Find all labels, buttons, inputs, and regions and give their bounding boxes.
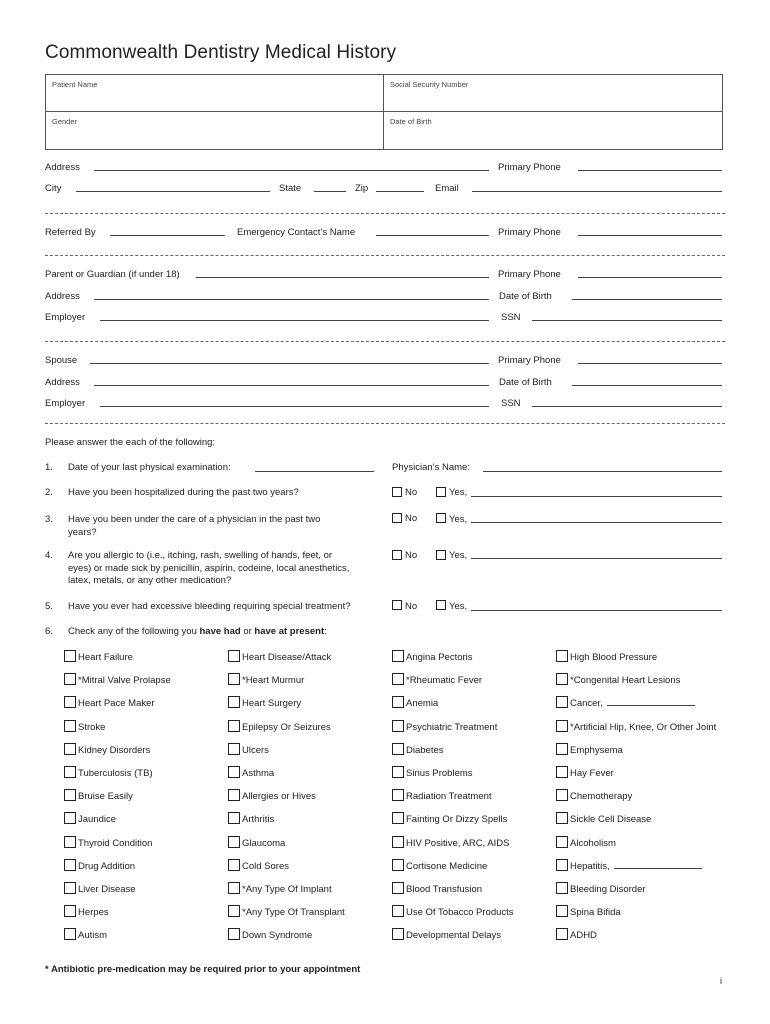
guardian-phone-label: Primary Phone (498, 269, 561, 280)
state-input[interactable] (314, 191, 346, 192)
condition-checkbox[interactable] (392, 696, 404, 708)
condition-label: Sickle Cell Disease (570, 814, 652, 826)
condition-item[interactable] (556, 766, 614, 779)
condition-item[interactable] (392, 673, 482, 686)
spouse-employer-label: Employer (45, 398, 86, 409)
condition-item[interactable] (392, 836, 509, 849)
gender-label: Gender (52, 117, 78, 126)
condition-label: Hepatitis, (570, 860, 610, 872)
condition-label: Diabetes (406, 744, 444, 756)
condition-item[interactable] (64, 743, 150, 756)
patient-name-field[interactable] (46, 75, 384, 112)
condition-item[interactable] (556, 905, 621, 918)
condition-label: Cortisone Medicine (406, 860, 488, 872)
q2-no-label: No (405, 487, 418, 498)
condition-label: Allergies or Hives (242, 791, 316, 803)
condition-checkbox[interactable] (228, 859, 240, 871)
condition-checkbox[interactable] (228, 928, 240, 940)
q4-text-line: Are you allergic to (i.e., itching, rash, swelling of hands, feet, or (68, 550, 333, 561)
q2-yes-input[interactable] (471, 496, 722, 497)
q4-yes-checkbox[interactable] (436, 550, 446, 560)
condition-checkbox[interactable] (64, 766, 76, 778)
guardian-employer-input[interactable] (100, 320, 489, 321)
condition-label: Bruise Easily (78, 791, 133, 803)
condition-checkbox[interactable] (556, 673, 568, 685)
divider (45, 255, 725, 256)
condition-checkbox[interactable] (392, 650, 404, 662)
q6-have-at-present: have at present (254, 626, 325, 637)
condition-checkbox[interactable] (228, 673, 240, 685)
q3-yes-input[interactable] (471, 522, 722, 523)
condition-item[interactable] (228, 696, 301, 709)
q2-yes-label: Yes, (449, 487, 468, 498)
condition-label: Arthritis (242, 814, 275, 826)
condition-checkbox[interactable] (392, 766, 404, 778)
condition-checkbox[interactable] (556, 905, 568, 917)
spouse-dob-input[interactable] (572, 385, 722, 386)
condition-item[interactable] (64, 696, 155, 709)
condition-label: Cancer, (570, 698, 603, 710)
condition-label: *Artificial Hip, Knee, Or Other Joint (570, 721, 717, 733)
condition-item[interactable] (392, 882, 482, 895)
gender-field[interactable] (46, 112, 384, 149)
primary-phone-label: Primary Phone (498, 162, 561, 173)
condition-checkbox[interactable] (228, 766, 240, 778)
spouse-dob-label: Date of Birth (499, 377, 552, 388)
condition-label: Developmental Delays (406, 930, 502, 942)
condition-checkbox[interactable] (556, 650, 568, 662)
guardian-employer-label: Employer (45, 312, 86, 323)
condition-item[interactable] (392, 859, 487, 872)
condition-label: Glaucoma (242, 837, 286, 849)
condition-item[interactable] (228, 905, 345, 918)
q6-number: 6. (45, 626, 53, 637)
condition-label: Stroke (78, 721, 106, 733)
condition-label: *Rheumatic Fever (406, 675, 483, 687)
condition-checkbox[interactable] (556, 766, 568, 778)
condition-item[interactable] (228, 928, 312, 941)
condition-item[interactable] (64, 650, 133, 663)
condition-checkbox[interactable] (556, 789, 568, 801)
condition-label: Bleeding Disorder (570, 884, 646, 895)
q4-text-line: latex, metals, or any other medication? (68, 575, 232, 586)
condition-label: Radiation Treatment (406, 791, 492, 803)
q5-no-label: No (405, 601, 418, 612)
q6-text (68, 626, 327, 639)
condition-item[interactable] (392, 720, 497, 733)
emergency-phone-input[interactable] (578, 235, 722, 236)
condition-checkbox[interactable] (228, 905, 240, 917)
condition-item[interactable] (228, 650, 331, 663)
q3-text (68, 514, 320, 539)
guardian-ssn-label: SSN (501, 312, 521, 323)
condition-checkbox[interactable] (556, 812, 568, 824)
divider (45, 341, 725, 342)
condition-checkbox[interactable] (64, 812, 76, 824)
condition-checkbox[interactable] (556, 720, 568, 732)
q6-text-part: : (324, 626, 327, 637)
condition-checkbox[interactable] (228, 836, 240, 848)
condition-item[interactable] (556, 859, 702, 872)
condition-item[interactable] (228, 766, 274, 779)
spouse-label: Spouse (45, 355, 78, 366)
spouse-phone-label: Primary Phone (498, 355, 561, 366)
condition-item[interactable] (228, 859, 289, 872)
q3-no-checkbox[interactable] (392, 513, 402, 523)
condition-item[interactable] (228, 720, 331, 733)
q1-date-input[interactable] (255, 471, 374, 472)
condition-label: *Any Type Of Implant (242, 884, 332, 895)
condition-checkbox[interactable] (392, 882, 404, 894)
condition-label: Thyroid Condition (78, 837, 153, 849)
condition-item[interactable] (392, 743, 444, 756)
q6-text-part: or (240, 626, 255, 637)
condition-label: *Mitral Valve Prolapse (78, 675, 171, 687)
condition-checkbox[interactable] (228, 812, 240, 824)
questions-intro: Please answer the each of the following: (45, 437, 216, 448)
q5-number: 5. (45, 601, 53, 612)
condition-checkbox[interactable] (392, 789, 404, 801)
condition-label: *Any Type Of Transplant (242, 907, 345, 919)
condition-item[interactable] (556, 650, 657, 663)
condition-checkbox[interactable] (228, 743, 240, 755)
email-input[interactable] (472, 191, 722, 192)
patient-info-table (45, 74, 723, 150)
condition-item[interactable] (392, 812, 507, 825)
q1-text: Date of your last physical examination: (68, 462, 231, 473)
condition-checkbox[interactable] (228, 882, 240, 894)
email-label: Email (435, 183, 459, 194)
condition-item[interactable] (64, 789, 133, 802)
patient-name-label: Patient Name (52, 80, 98, 89)
condition-item[interactable] (64, 720, 105, 733)
condition-item[interactable] (64, 882, 136, 895)
condition-checkbox[interactable] (64, 743, 76, 755)
q5-no-checkbox[interactable] (392, 600, 402, 610)
address-input[interactable] (94, 170, 489, 171)
condition-checkbox[interactable] (392, 673, 404, 685)
guardian-address-label: Address (45, 291, 80, 302)
primary-phone-input[interactable] (578, 170, 722, 171)
emergency-contact-label: Emergency Contact’s Name (237, 227, 356, 238)
condition-item[interactable] (64, 859, 135, 872)
dob-field[interactable] (384, 112, 722, 149)
q5-text: Have you ever had excessive bleeding requiring special treatment? (68, 601, 351, 612)
condition-label: Drug Addition (78, 860, 136, 872)
dob-label: Date of Birth (390, 117, 432, 126)
condition-item[interactable] (392, 650, 473, 663)
state-label: State (279, 183, 302, 194)
condition-label: Chemotherapy (570, 791, 633, 803)
condition-checkbox[interactable] (228, 789, 240, 801)
condition-item[interactable] (64, 766, 153, 779)
condition-item[interactable] (64, 836, 152, 849)
spouse-ssn-label: SSN (501, 398, 521, 409)
condition-item[interactable] (556, 789, 632, 802)
city-input[interactable] (76, 191, 270, 192)
referred-by-input[interactable] (110, 235, 225, 236)
condition-checkbox[interactable] (392, 812, 404, 824)
condition-label: Liver Disease (78, 884, 136, 895)
q5-yes-input[interactable] (471, 610, 722, 611)
q1-number: 1. (45, 462, 53, 473)
q6-have-had: have had (199, 626, 241, 637)
page-number: i (720, 976, 722, 986)
zip-input[interactable] (376, 191, 424, 192)
condition-checkbox[interactable] (228, 696, 240, 708)
condition-label: Herpes (78, 907, 109, 919)
condition-label: Heart Failure (78, 652, 133, 663)
ssn-label: Social Security Number (390, 80, 469, 89)
condition-checkbox[interactable] (228, 650, 240, 662)
q4-number: 4. (45, 550, 53, 561)
condition-label: Fainting Or Dizzy Spells (406, 814, 508, 826)
condition-label: Emphysema (570, 744, 623, 756)
condition-checkbox[interactable] (556, 696, 568, 708)
condition-label: Autism (78, 930, 108, 942)
condition-item[interactable] (556, 812, 651, 825)
q4-text-line: eyes) or made sick by penicillin, aspirin, codeine, local anesthetics, (68, 562, 350, 574)
condition-checkbox[interactable] (556, 743, 568, 755)
address-label: Address (45, 162, 80, 173)
footnote: * Antibiotic pre-medication may be required prior to your appointment (45, 964, 361, 975)
condition-checkbox[interactable] (64, 882, 76, 894)
condition-checkbox[interactable] (392, 720, 404, 732)
condition-label: Alcoholism (570, 837, 616, 849)
zip-label: Zip (355, 183, 369, 194)
guardian-input[interactable] (196, 277, 489, 278)
condition-label: Heart Pace Maker (78, 698, 155, 710)
condition-label: Blood Transfusion (406, 884, 483, 895)
guardian-ssn-input[interactable] (532, 320, 722, 321)
condition-label: Cold Sores (242, 860, 289, 872)
condition-label: Anemia (406, 698, 439, 710)
guardian-address-input[interactable] (94, 299, 489, 300)
divider (45, 213, 725, 214)
condition-item[interactable] (392, 928, 501, 941)
condition-item[interactable] (392, 905, 514, 918)
condition-item[interactable] (228, 882, 332, 895)
spouse-employer-input[interactable] (100, 406, 489, 407)
condition-checkbox[interactable] (392, 859, 404, 871)
spouse-address-input[interactable] (94, 385, 489, 386)
condition-item[interactable] (556, 928, 597, 941)
condition-label: Asthma (242, 768, 275, 779)
condition-checkbox[interactable] (556, 928, 568, 940)
q3-no-label: No (405, 513, 418, 524)
q2-number: 2. (45, 487, 53, 498)
spouse-input[interactable] (90, 363, 489, 364)
condition-item[interactable] (392, 789, 492, 802)
q3-number: 3. (45, 514, 53, 525)
condition-checkbox[interactable] (392, 743, 404, 755)
condition-checkbox[interactable] (64, 789, 76, 801)
guardian-dob-input[interactable] (572, 299, 722, 300)
emergency-contact-input[interactable] (376, 235, 489, 236)
condition-label: ADHD (570, 930, 597, 942)
condition-checkbox[interactable] (392, 836, 404, 848)
condition-checkbox[interactable] (556, 836, 568, 848)
condition-label: *Heart Murmur (242, 675, 305, 687)
condition-label: Kidney Disorders (78, 744, 151, 756)
condition-item[interactable] (556, 720, 716, 733)
emergency-phone-label: Primary Phone (498, 227, 561, 238)
condition-item[interactable] (556, 743, 623, 756)
condition-checkbox[interactable] (64, 673, 76, 685)
condition-item[interactable] (64, 928, 107, 941)
city-label: City (45, 183, 62, 194)
condition-checkbox[interactable] (392, 928, 404, 940)
q4-no-checkbox[interactable] (392, 550, 402, 560)
q2-text: Have you been hospitalized during the past two years? (68, 487, 299, 498)
q4-no-label: No (405, 550, 418, 561)
q5-yes-label: Yes, (449, 601, 468, 612)
condition-checkbox[interactable] (556, 882, 568, 894)
condition-item[interactable] (228, 812, 274, 825)
q5-yes-checkbox[interactable] (436, 600, 446, 610)
condition-label: *Congenital Heart Lesions (570, 675, 681, 687)
guardian-label: Parent or Guardian (if under 18) (45, 269, 180, 280)
condition-label: Use Of Tobacco Products (406, 907, 514, 919)
q1-physician-label: Physician’s Name: (392, 462, 470, 473)
condition-item[interactable] (392, 696, 438, 709)
condition-item[interactable] (64, 812, 116, 825)
condition-label: Heart Disease/Attack (242, 652, 332, 663)
condition-item[interactable] (392, 766, 473, 779)
condition-label: Down Syndrome (242, 930, 313, 942)
condition-item[interactable] (556, 673, 680, 686)
condition-checkbox[interactable] (64, 650, 76, 662)
q4-yes-label: Yes, (449, 550, 468, 561)
condition-label: High Blood Pressure (570, 652, 658, 663)
condition-label: Epilepsy Or Seizures (242, 721, 331, 733)
condition-checkbox[interactable] (392, 905, 404, 917)
condition-label: Spina Bifida (570, 907, 621, 919)
condition-item[interactable] (556, 882, 646, 895)
q6-text-part: Check any of the following you (68, 626, 200, 637)
q1-physician-input[interactable] (483, 471, 722, 472)
condition-checkbox[interactable] (64, 859, 76, 871)
guardian-dob-label: Date of Birth (499, 291, 552, 302)
spouse-ssn-input[interactable] (532, 406, 722, 407)
ssn-field[interactable] (384, 75, 722, 112)
spouse-phone-input[interactable] (578, 363, 722, 364)
condition-label: Heart Surgery (242, 698, 302, 710)
q3-text-line: years? (68, 526, 97, 538)
condition-item[interactable] (228, 743, 269, 756)
referred-by-label: Referred By (45, 227, 96, 238)
condition-checkbox[interactable] (64, 696, 76, 708)
condition-detail-input[interactable] (614, 860, 702, 869)
condition-detail-input[interactable] (607, 697, 695, 706)
q3-yes-label: Yes, (449, 514, 468, 525)
condition-label: Ulcers (242, 744, 269, 756)
spouse-address-label: Address (45, 377, 80, 388)
q2-no-checkbox[interactable] (392, 487, 402, 497)
condition-label: HIV Positive, ARC, AIDS (406, 837, 510, 849)
condition-item[interactable] (228, 789, 316, 802)
page-title: Commonwealth Dentistry Medical History (45, 42, 397, 63)
condition-checkbox[interactable] (64, 928, 76, 940)
condition-item[interactable] (64, 673, 171, 686)
condition-label: Psychiatric Treatment (406, 721, 498, 733)
condition-label: Sinus Problems (406, 768, 473, 779)
condition-item[interactable] (228, 836, 285, 849)
condition-checkbox[interactable] (64, 905, 76, 917)
condition-label: Tuberculosis (TB) (78, 768, 153, 779)
condition-label: Jaundice (78, 814, 117, 826)
q3-text-line: Have you been under the care of a physician in the past two (68, 514, 321, 525)
condition-item[interactable] (228, 673, 304, 686)
condition-item[interactable] (64, 905, 109, 918)
condition-checkbox[interactable] (228, 720, 240, 732)
condition-item[interactable] (556, 696, 695, 709)
condition-checkbox[interactable] (64, 720, 76, 732)
condition-item[interactable] (556, 836, 616, 849)
q3-yes-checkbox[interactable] (436, 513, 446, 523)
q4-yes-input[interactable] (471, 558, 722, 559)
condition-label: Hay Fever (570, 768, 614, 779)
q4-text (68, 550, 349, 588)
guardian-phone-input[interactable] (578, 277, 722, 278)
condition-checkbox[interactable] (556, 859, 568, 871)
q2-yes-checkbox[interactable] (436, 487, 446, 497)
condition-label: Angina Pectoris (406, 652, 473, 663)
divider (45, 423, 725, 424)
condition-checkbox[interactable] (64, 836, 76, 848)
